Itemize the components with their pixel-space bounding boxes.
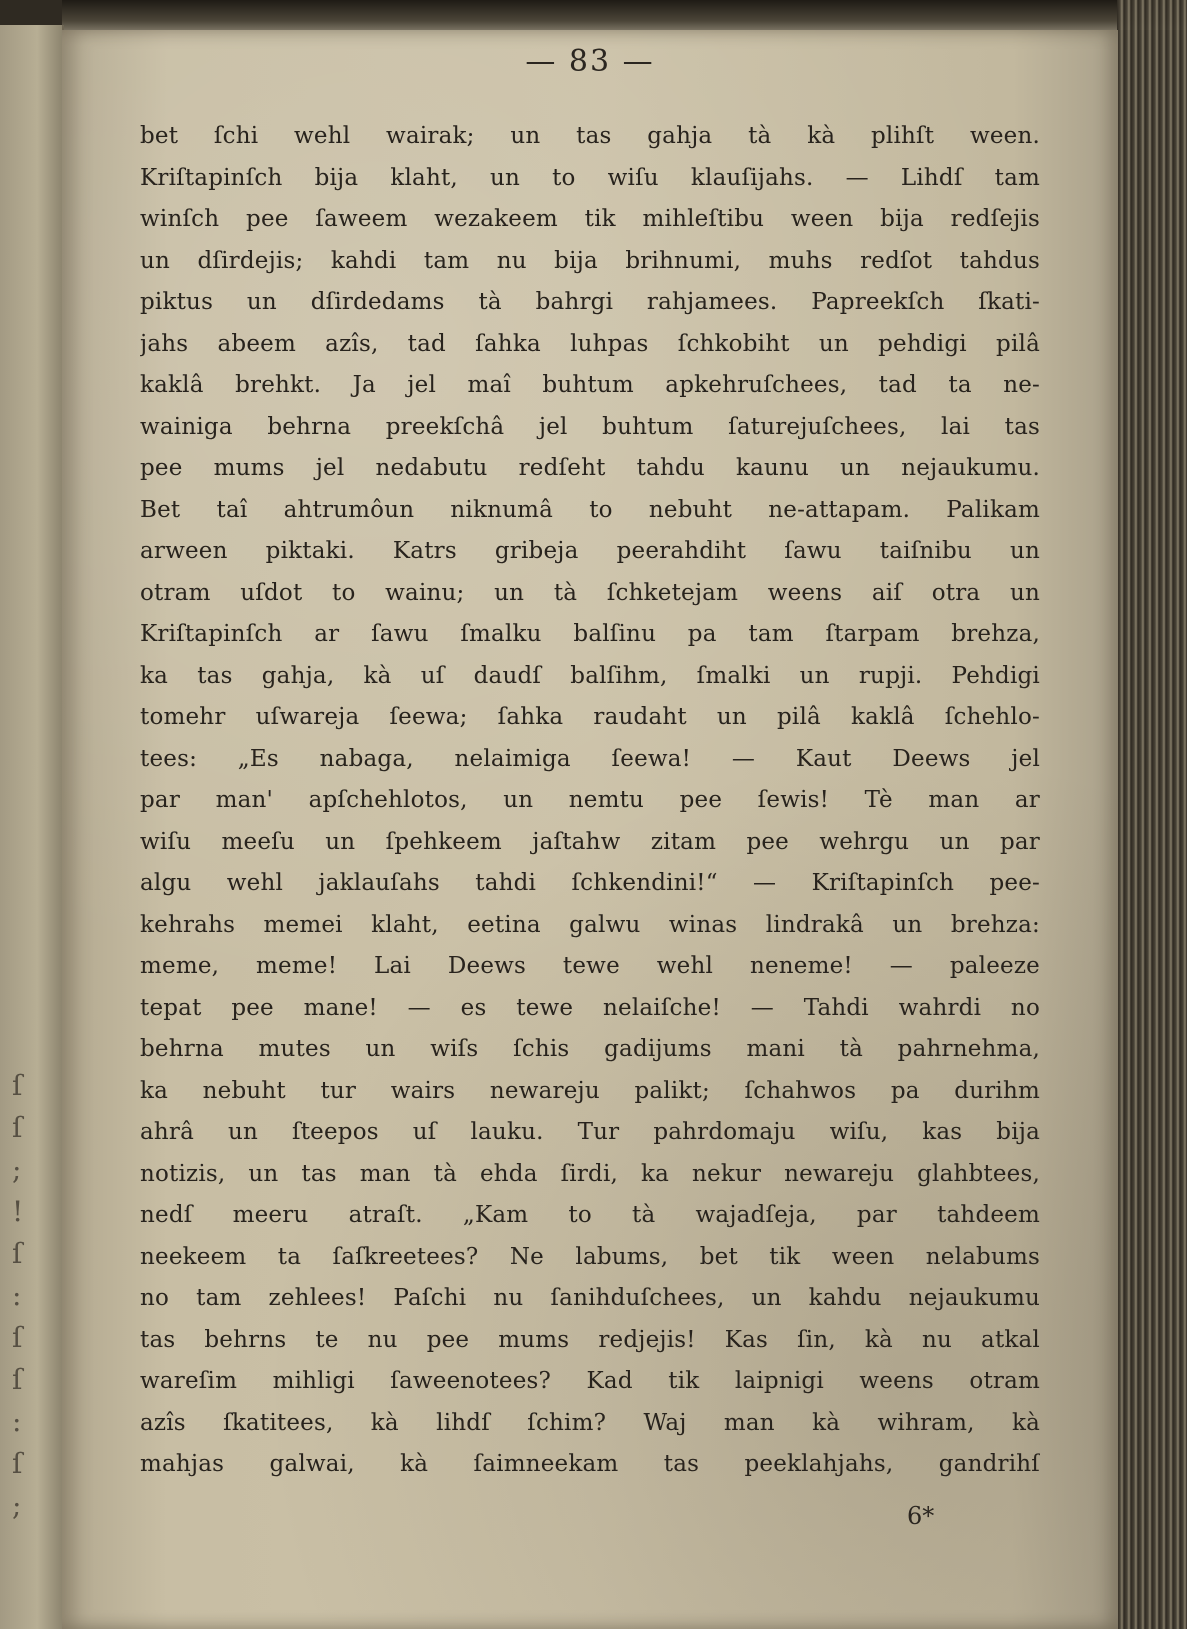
text-line: Kriſtapinſch bija klaht, un to wiſu klauſijahs. — Lihdſ tam (140, 164, 1040, 191)
margin-mark: : (12, 1405, 22, 1438)
text-line: tomehr uſwareja ſeewa; ſahka raudaht un pilâ kaklâ ſchehlo- (140, 704, 1040, 730)
margin-mark: ſ (12, 1447, 23, 1480)
margin-mark: ſ (12, 1321, 23, 1354)
text-line: par man' apſchehlotos, un nemtu pee ſewis! Tè man ar (140, 787, 1040, 813)
page-number: — 83 — (525, 44, 655, 79)
text-line: Bet taî ahtrumôun niknumâ to nebuht ne-attapam. Palikam (140, 496, 1040, 523)
margin-mark: ſ (12, 1363, 23, 1396)
text-line: wiſu meeſu un ſpehkeem jaſtahw zitam pee wehrgu un par (140, 828, 1040, 855)
text-line: behrna mutes un wiſs ſchis gadijums mani tà pahrnehma, (140, 1036, 1040, 1062)
text-line: azîs ſkatitees, kà lihdſ ſchim? Waj man kà wihram, kà (140, 1409, 1040, 1436)
text-line: meme, meme! Lai Deews tewe wehl neneme! — paleeze (140, 953, 1040, 979)
text-line: nedſ meeru atraſt. „Kam to tà wajadſeja, par tahdeem (140, 1202, 1040, 1228)
text-line: ahrâ un ſteepos uſ lauku. Tur pahrdomaju wiſu, kas bija (140, 1119, 1040, 1145)
book-top-edge (62, 0, 1187, 30)
margin-mark: ſ (12, 1111, 23, 1144)
text-line: tees: „Es nabaga, nelaimiga ſeewa! — Kaut Deews jel (140, 745, 1040, 772)
text-line: kaklâ brehkt. Ja jel maî buhtum apkehruſchees, tad ta ne- (140, 372, 1040, 398)
text-line: ka nebuht tur wairs newareju palikt; ſchahwos pa durihm (140, 1077, 1040, 1104)
text-line: bet ſchi wehl wairak; un tas gahja tà kà plihſt ween. (140, 123, 1040, 149)
text-line: tas behrns te nu pee mums redjejis! Kas ſin, kà nu atkal (140, 1326, 1040, 1353)
text-line: tepat pee mane! — es tewe nelaiſche! — Tahdi wahrdi no (140, 994, 1040, 1021)
text-line: kehrahs memei klaht, eetina galwu winas lindrakâ un brehza: (140, 911, 1040, 938)
margin-mark: ; (12, 1489, 22, 1522)
text-line: neekeem ta ſaſkreetees? Ne labums, bet tik ween nelabums (140, 1243, 1040, 1270)
text-line: arween piktaki. Katrs gribeja peerahdiht ſawu taiſnibu un (140, 538, 1040, 564)
text-line: un dſirdejis; kahdi tam nu bija brihnumi, muhs redſot tahdus (140, 247, 1040, 274)
page-stack-edge (1117, 0, 1187, 1629)
text-line: ka tas gahja, kà uſ daudſ balſihm, ſmalki un rupji. Pehdigi (140, 662, 1040, 689)
text-line: wainiga behrna preekſchâ jel buhtum ſaturejuſchees, lai tas (140, 413, 1040, 440)
previous-page-edge (0, 25, 64, 1629)
text-line: no tam zehlees! Paſchi nu ſanihduſchees, un kahdu nejaukumu (140, 1285, 1040, 1311)
text-line: jahs abeem azîs, tad ſahka luhpas ſchkobiht un pehdigi pilâ (140, 330, 1040, 357)
book-page (62, 30, 1118, 1629)
margin-mark: ſ (12, 1237, 23, 1270)
margin-mark: ſ (12, 1069, 23, 1102)
text-line: pee mums jel nedabutu redſeht tahdu kaunu un nejaukumu. (140, 455, 1040, 481)
text-line: wareſim mihligi ſaweenotees? Kad tik laipnigi weens otram (140, 1368, 1040, 1394)
margin-mark: ; (12, 1153, 22, 1186)
text-line: winſch pee ſaweem wezakeem tik mihleſtibu ween bija redſejis (140, 206, 1040, 232)
text-line: notizis, un tas man tà ehda ſirdi, ka nekur newareju glahbtees, (140, 1160, 1040, 1187)
margin-mark: ! (12, 1195, 24, 1228)
previous-page-marks (6, 25, 46, 1629)
printer-signature-mark: 6* (907, 1502, 935, 1530)
margin-mark: : (12, 1279, 22, 1312)
text-line: algu wehl jaklauſahs tahdi ſchkendini!“ — Kriſtapinſch pee- (140, 870, 1040, 896)
text-line: mahjas galwai, kà ſaimneekam tas peeklahjahs, gandrihſ (140, 1451, 1040, 1477)
text-line: otram uſdot to wainu; un tà ſchketejam weens aiſ otra un (140, 579, 1040, 606)
text-line: piktus un dſirdedams tà bahrgi rahjamees. Papreekſch ſkati- (140, 289, 1040, 315)
text-line: Kriſtapinſch ar ſawu ſmalku balſinu pa tam ſtarpam brehza, (140, 621, 1040, 647)
page-text (140, 116, 1040, 1486)
